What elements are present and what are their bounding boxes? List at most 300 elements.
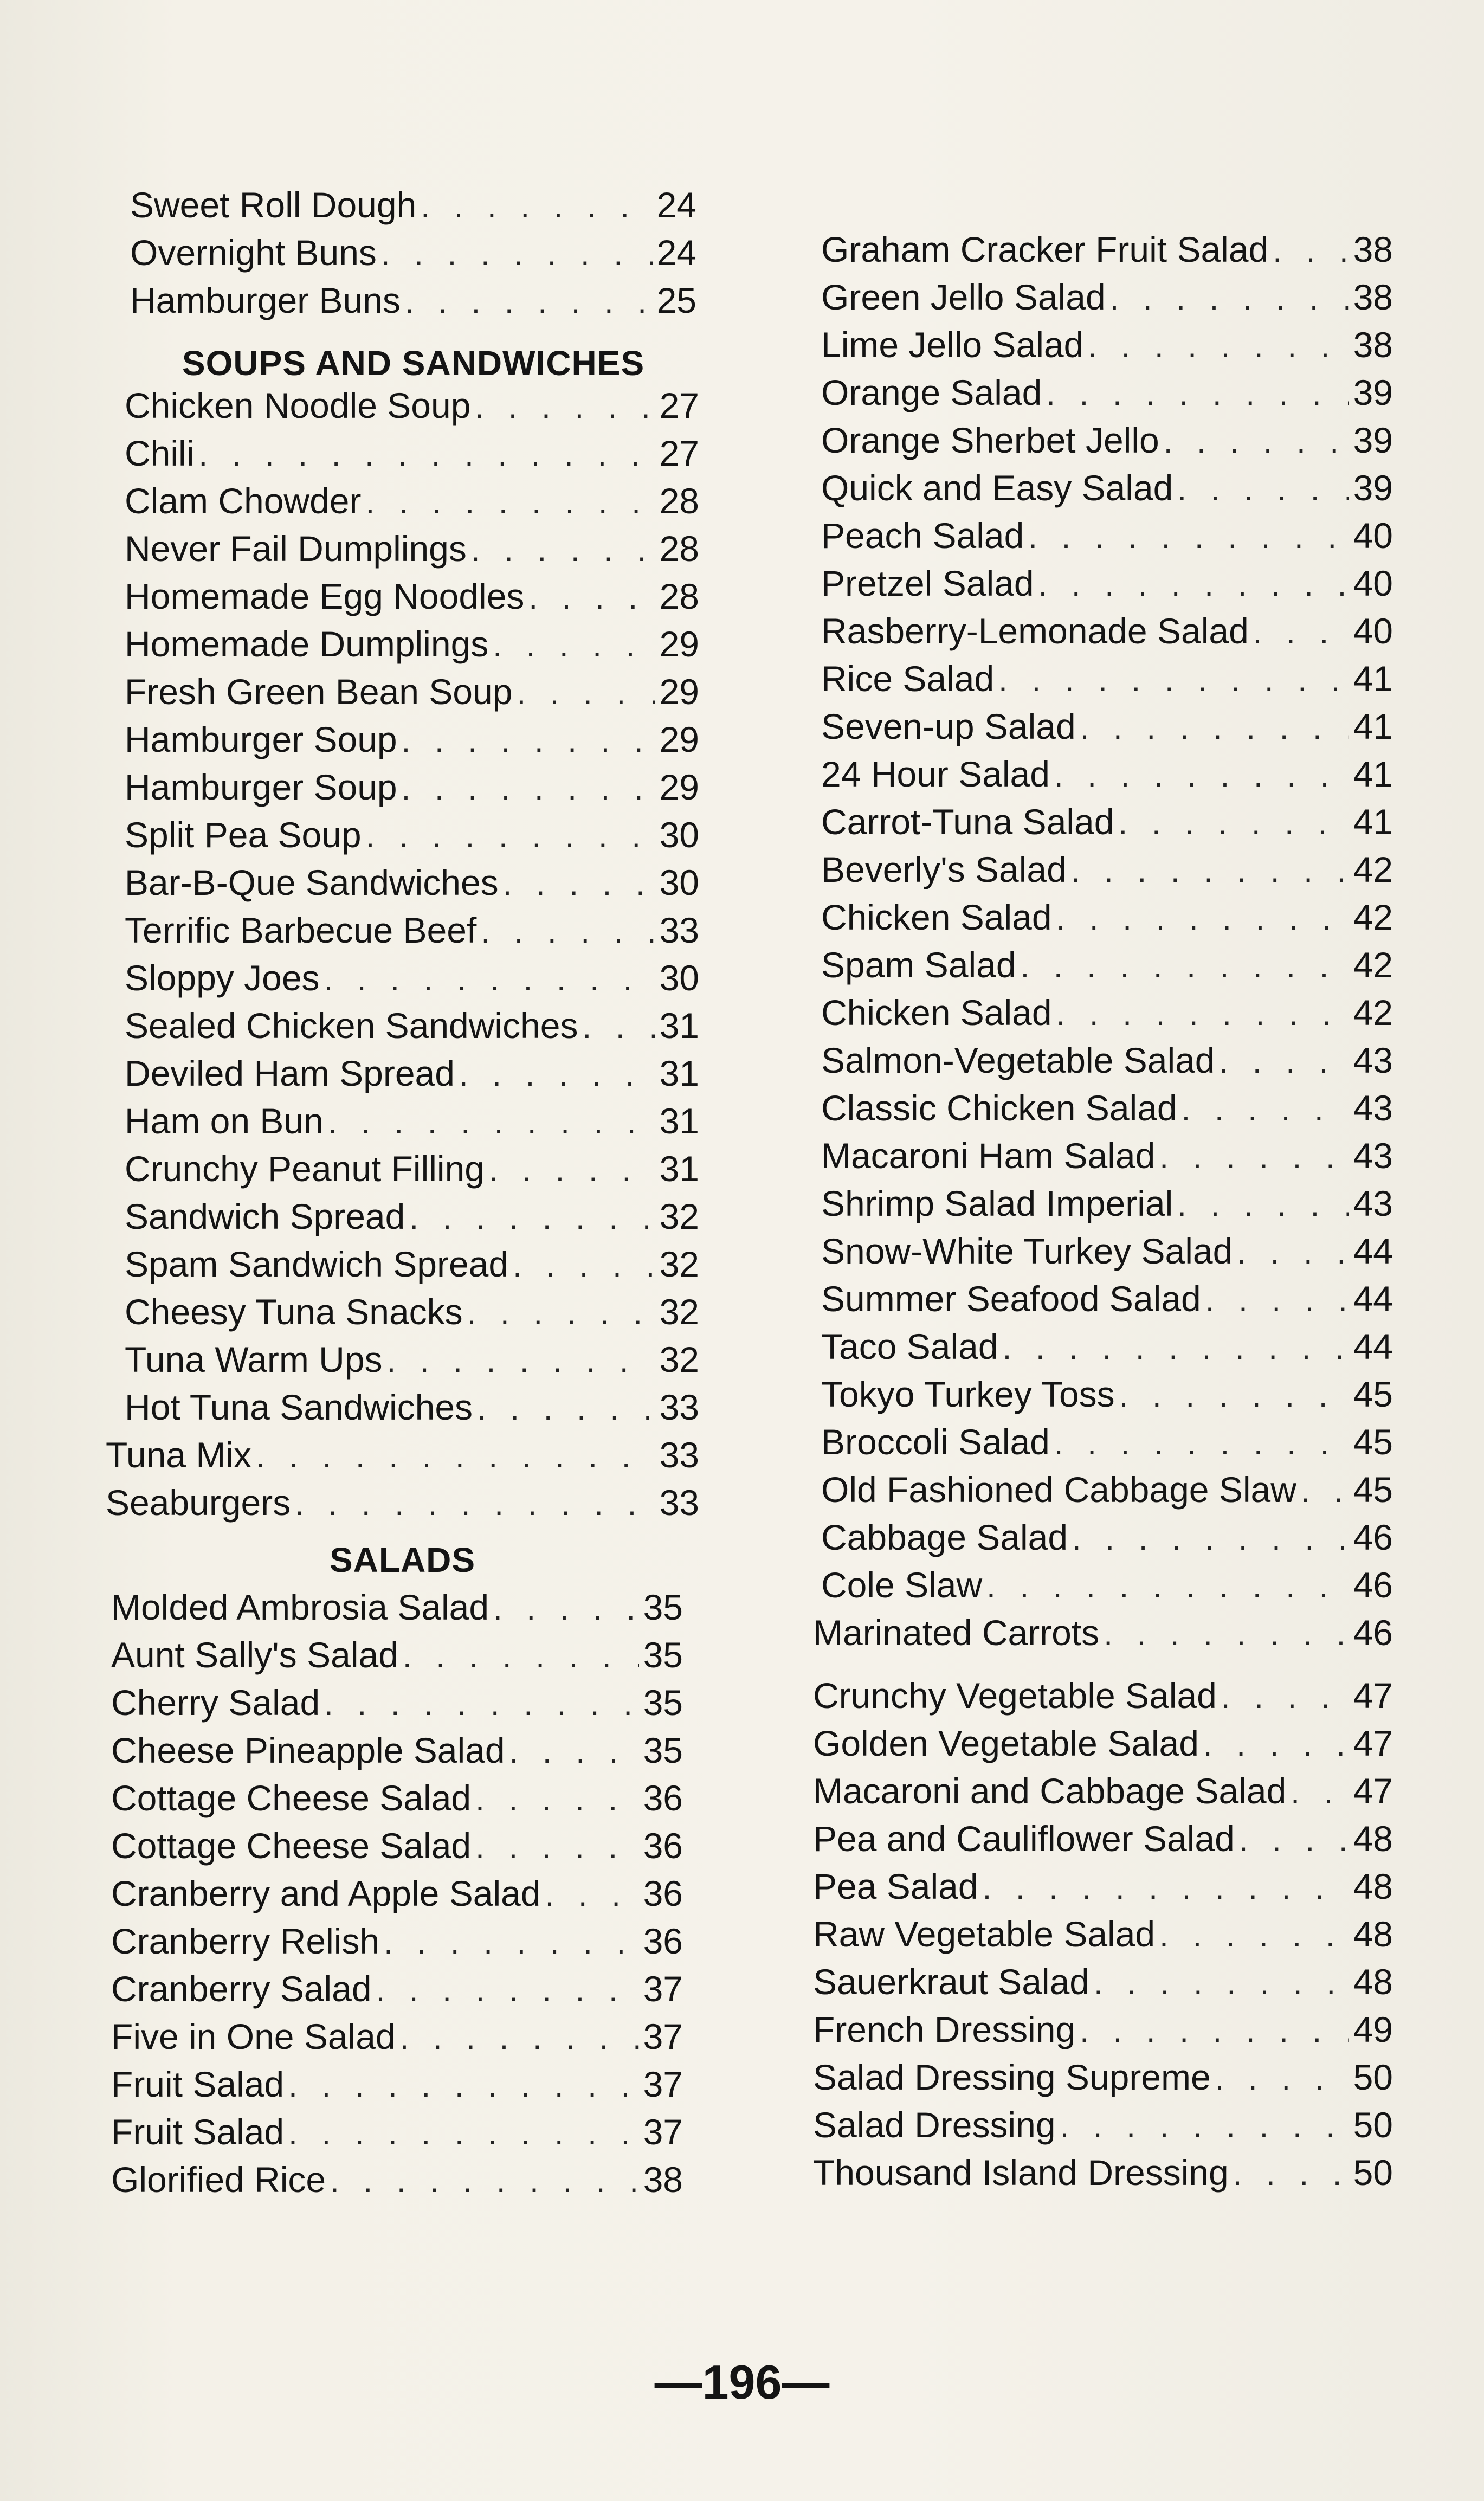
dot-leader	[1273, 229, 1348, 273]
entry-title: Green Jello Salad	[821, 277, 1106, 317]
index-entry	[125, 908, 699, 952]
entry-page-number: 35	[643, 1683, 683, 1723]
dot-leader	[1221, 1675, 1349, 1719]
entry-page-number: 39	[1353, 420, 1393, 460]
entry-page-number: 47	[1353, 1723, 1393, 1763]
entry-title: Thousand Island Dressing	[813, 2152, 1229, 2193]
entry-page-number: 39	[1353, 372, 1393, 412]
entry-title: 24 Hour Salad	[821, 754, 1050, 794]
index-entry	[130, 183, 696, 227]
entry-title: Hot Tuna Sandwiches	[125, 1387, 473, 1427]
dot-leader	[1080, 706, 1349, 750]
entry-page-number: 48	[1353, 1914, 1393, 1954]
entry-title: Deviled Ham Spread	[125, 1053, 455, 1093]
dot-leader	[403, 1635, 639, 1678]
entry-page-number: 48	[1353, 1819, 1393, 1859]
entry-page-number: 50	[1353, 2057, 1393, 2097]
dot-leader	[402, 719, 655, 763]
dot-leader	[402, 767, 655, 810]
entry-title: Homemade Egg Noodles	[125, 576, 525, 616]
index-entry	[111, 1967, 683, 2010]
index-entry	[125, 670, 699, 713]
entry-title: Fruit Salad	[111, 2112, 285, 2152]
index-entry	[821, 514, 1393, 557]
dot-leader	[1182, 1088, 1349, 1131]
dot-leader	[513, 1244, 655, 1287]
dot-leader	[489, 1149, 655, 1192]
entry-title: Macaroni and Cabbage Salad	[813, 1771, 1287, 1811]
entry-title: Five in One Salad	[111, 2016, 396, 2057]
index-entry	[125, 622, 699, 666]
index-entry	[125, 1004, 699, 1047]
index-entry	[130, 279, 696, 322]
entry-page-number: 46	[1353, 1565, 1393, 1605]
entry-title: Chicken Noodle Soup	[125, 385, 471, 426]
entry-page-number: 40	[1353, 563, 1393, 603]
entry-title: Tokyo Turkey Toss	[821, 1374, 1115, 1414]
index-entry	[125, 1242, 699, 1286]
entry-page-number: 50	[1353, 2152, 1393, 2193]
dot-leader	[295, 1482, 655, 1526]
index-entry	[821, 1134, 1393, 1177]
entry-title: Homemade Dumplings	[125, 624, 489, 664]
index-entry	[111, 1585, 683, 1629]
entry-page-number: 42	[1353, 945, 1393, 985]
entry-page-number: 33	[659, 1482, 699, 1523]
entry-title: Salad Dressing	[813, 2105, 1056, 2145]
dot-leader	[1203, 1723, 1349, 1767]
entry-page-number: 35	[643, 1587, 683, 1627]
dot-leader	[288, 2064, 638, 2107]
entry-page-number: 46	[1353, 1613, 1393, 1653]
entry-title: Cottage Cheese Salad	[111, 1778, 472, 1818]
dot-leader	[381, 233, 653, 276]
index-entry	[125, 384, 699, 427]
entry-page-number: 30	[659, 862, 699, 903]
entry-title: Macaroni Ham Salad	[821, 1136, 1156, 1176]
index-entry	[106, 1433, 699, 1477]
entry-title: Taco Salad	[821, 1326, 998, 1366]
index-entry	[125, 813, 699, 856]
dot-leader	[1164, 420, 1349, 463]
dot-leader	[376, 1969, 639, 2012]
entry-title: Beverly's Salad	[821, 849, 1067, 889]
entry-title: Raw Vegetable Salad	[813, 1914, 1156, 1954]
index-entry	[125, 1385, 699, 1429]
entry-page-number: 33	[659, 1435, 699, 1475]
entry-title: Tuna Mix	[106, 1435, 251, 1475]
dot-leader	[1104, 1613, 1348, 1656]
index-entry	[111, 1919, 683, 1963]
entry-title: Glorified Rice	[111, 2160, 326, 2200]
entry-page-number: 31	[659, 1101, 699, 1141]
dot-leader	[477, 1387, 655, 1430]
index-entry	[821, 228, 1393, 271]
entry-page-number: 24	[656, 185, 696, 225]
dot-leader	[475, 1826, 638, 1869]
entry-title: Hamburger Soup	[125, 719, 397, 759]
entry-page-number: 24	[656, 233, 696, 273]
entry-page-number: 44	[1353, 1279, 1393, 1319]
index-entry	[813, 1611, 1393, 1654]
index-entry	[125, 1099, 699, 1143]
index-entry	[821, 562, 1393, 605]
entry-page-number: 32	[659, 1196, 699, 1236]
index-entry	[821, 1563, 1393, 1607]
entry-title: Cheese Pineapple Salad	[111, 1730, 505, 1770]
index-entry	[821, 1325, 1393, 1368]
index-entry	[125, 1195, 699, 1238]
entry-page-number: 37	[643, 1969, 683, 2009]
section-heading-salads: SALADS	[329, 1540, 476, 1580]
dot-leader	[509, 1730, 639, 1774]
entry-title: Sealed Chicken Sandwiches	[125, 1005, 578, 1046]
index-entry	[813, 2103, 1393, 2147]
entry-title: Cherry Salad	[111, 1683, 320, 1723]
index-entry	[111, 1633, 683, 1677]
index-entry	[125, 431, 699, 475]
index-entry	[130, 231, 696, 274]
entry-page-number: 38	[1353, 277, 1393, 317]
entry-page-number: 46	[1353, 1517, 1393, 1557]
entry-title: Crunchy Peanut Filling	[125, 1149, 485, 1189]
index-entry	[111, 2110, 683, 2154]
index-entry	[111, 2015, 683, 2058]
entry-title: Peach Salad	[821, 515, 1024, 556]
index-entry	[821, 323, 1393, 366]
entry-page-number: 33	[659, 1387, 699, 1427]
index-entry	[821, 752, 1393, 796]
dot-leader	[365, 481, 655, 524]
entry-title: Cranberry and Apple Salad	[111, 1873, 541, 1913]
entry-title: Salad Dressing Supreme	[813, 2057, 1211, 2097]
dot-leader	[330, 2160, 638, 2203]
dot-leader	[1301, 1469, 1349, 1513]
entry-title: Pea Salad	[813, 1866, 978, 1906]
entry-title: Fruit Salad	[111, 2064, 285, 2104]
dot-leader	[1056, 992, 1349, 1036]
entry-page-number: 40	[1353, 611, 1393, 651]
dot-leader	[528, 576, 655, 620]
entry-title: Broccoli Salad	[821, 1422, 1050, 1462]
index-entry	[821, 609, 1393, 653]
entry-page-number: 37	[643, 2016, 683, 2057]
entry-page-number: 48	[1353, 1866, 1393, 1906]
index-entry	[821, 800, 1393, 843]
entry-title: Rice Salad	[821, 659, 995, 699]
entry-title: Snow-White Turkey Salad	[821, 1231, 1233, 1271]
index-entry	[111, 2062, 683, 2106]
dot-leader	[324, 958, 655, 1001]
entry-title: Cabbage Salad	[821, 1517, 1068, 1557]
dot-leader	[409, 1196, 655, 1240]
index-entry	[111, 1776, 683, 1820]
index-entry	[821, 895, 1393, 939]
index-entry	[821, 1420, 1393, 1464]
entry-page-number: 49	[1353, 2009, 1393, 2049]
entry-page-number: 27	[659, 433, 699, 473]
entry-title: Crunchy Vegetable Salad	[813, 1675, 1217, 1716]
index-entry	[813, 1960, 1393, 2003]
entry-title: Clam Chowder	[125, 481, 362, 521]
index-entry	[125, 479, 699, 523]
dot-leader	[583, 1005, 655, 1049]
entry-title: Graham Cracker Fruit Salad	[821, 229, 1269, 269]
dot-leader	[517, 672, 655, 715]
entry-page-number: 32	[659, 1292, 699, 1332]
entry-title: Golden Vegetable Salad	[813, 1723, 1199, 1763]
index-entry	[125, 718, 699, 761]
entry-page-number: 39	[1353, 468, 1393, 508]
entry-title: Cranberry Relish	[111, 1921, 380, 1961]
index-entry	[821, 1229, 1393, 1273]
entry-page-number: 44	[1353, 1326, 1393, 1366]
dot-leader	[1177, 1183, 1348, 1227]
entry-page-number: 43	[1353, 1136, 1393, 1176]
entry-title: Orange Salad	[821, 372, 1042, 412]
dot-leader	[481, 910, 655, 953]
entry-page-number: 41	[1353, 754, 1393, 794]
index-entry	[821, 371, 1393, 414]
index-entry	[125, 575, 699, 618]
index-entry	[821, 1277, 1393, 1320]
entry-title: Aunt Sally's Salad	[111, 1635, 398, 1675]
entry-page-number: 37	[643, 2064, 683, 2104]
entry-page-number: 41	[1353, 706, 1393, 746]
index-entry	[821, 1372, 1393, 1416]
dot-leader	[1038, 563, 1349, 607]
entry-title: Marinated Carrots	[813, 1613, 1100, 1653]
dot-leader	[493, 1587, 639, 1630]
dot-leader	[1028, 515, 1348, 559]
entry-page-number: 43	[1353, 1088, 1393, 1128]
entry-page-number: 40	[1353, 515, 1393, 556]
entry-title: Carrot-Tuna Salad	[821, 802, 1114, 842]
entry-title: Quick and Easy Salad	[821, 468, 1173, 508]
entry-title: Split Pea Soup	[125, 815, 362, 855]
entry-title: Salmon-Vegetable Salad	[821, 1040, 1215, 1080]
index-entry	[111, 1729, 683, 1772]
entry-title: Pea and Cauliflower Salad	[813, 1819, 1235, 1859]
dot-leader	[471, 528, 655, 572]
entry-title: Cole Slaw	[821, 1565, 983, 1605]
entry-title: Sweet Roll Dough	[130, 185, 417, 225]
entry-page-number: 30	[659, 815, 699, 855]
index-entry	[821, 1039, 1393, 1082]
index-entry	[106, 1481, 699, 1524]
index-entry	[821, 1182, 1393, 1225]
index-entry	[125, 861, 699, 904]
entry-title: Cottage Cheese Salad	[111, 1826, 472, 1866]
entry-title: Shrimp Salad Imperial	[821, 1183, 1173, 1223]
index-entry	[125, 1147, 699, 1190]
dot-leader	[1215, 2057, 1349, 2100]
entry-title: Chili	[125, 433, 195, 473]
entry-page-number: 38	[643, 2160, 683, 2200]
entry-page-number: 29	[659, 672, 699, 712]
entry-page-number: 32	[659, 1339, 699, 1380]
dot-leader	[459, 1053, 655, 1097]
entry-title: Never Fail Dumplings	[125, 528, 467, 569]
section-heading-soups: SOUPS AND SANDWICHES	[182, 344, 645, 383]
dot-leader	[1046, 372, 1348, 416]
index-entry	[821, 1086, 1393, 1130]
dot-leader	[1177, 468, 1348, 511]
index-entry	[111, 2158, 683, 2201]
dot-leader	[1080, 2009, 1348, 2053]
entry-page-number: 38	[1353, 229, 1393, 269]
entry-page-number: 30	[659, 958, 699, 998]
dot-leader	[467, 1292, 655, 1335]
entry-page-number: 27	[659, 385, 699, 426]
entry-page-number: 28	[659, 576, 699, 616]
dot-leader	[1021, 945, 1349, 988]
dot-leader	[1253, 611, 1349, 654]
dot-leader	[1220, 1040, 1349, 1084]
dot-leader	[405, 280, 653, 324]
dot-leader	[1118, 802, 1348, 845]
dot-leader	[998, 659, 1348, 702]
entry-page-number: 42	[1353, 992, 1393, 1033]
dot-leader	[1071, 849, 1349, 893]
dot-leader	[493, 624, 655, 667]
entry-title: Pretzel Salad	[821, 563, 1034, 603]
index-entry	[813, 1722, 1393, 1765]
entry-page-number: 31	[659, 1005, 699, 1046]
dot-leader	[384, 1921, 638, 1964]
index-entry	[821, 418, 1393, 462]
dot-leader	[1094, 1962, 1349, 2005]
dot-leader	[1054, 1422, 1349, 1465]
entry-page-number: 36	[643, 1873, 683, 1913]
dot-leader	[1159, 1914, 1348, 1957]
dot-leader	[324, 1683, 638, 1726]
dot-leader	[288, 2112, 638, 2155]
entry-page-number: 45	[1353, 1422, 1393, 1462]
index-entry	[821, 991, 1393, 1034]
entry-page-number: 29	[659, 719, 699, 759]
entry-title: Overnight Buns	[130, 233, 377, 273]
entry-page-number: 43	[1353, 1040, 1393, 1080]
entry-title: Tuna Warm Ups	[125, 1339, 383, 1380]
dot-leader	[1056, 897, 1349, 940]
entry-page-number: 35	[643, 1730, 683, 1770]
dot-leader	[1060, 2105, 1349, 2148]
index-entry	[111, 1681, 683, 1724]
dot-leader	[1239, 1819, 1349, 1862]
entry-page-number: 37	[643, 2112, 683, 2152]
dot-leader	[986, 1565, 1348, 1608]
entry-page-number: 42	[1353, 897, 1393, 937]
entry-title: Fresh Green Bean Soup	[125, 672, 513, 712]
entry-title: Spam Salad	[821, 945, 1016, 985]
dot-leader	[366, 815, 655, 858]
dot-leader	[1119, 1374, 1349, 1417]
index-entry	[813, 2008, 1393, 2051]
entry-title: Lime Jello Salad	[821, 325, 1084, 365]
index-entry	[821, 705, 1393, 748]
entry-title: Terrific Barbecue Beef	[125, 910, 477, 950]
entry-page-number: 31	[659, 1149, 699, 1189]
entry-page-number: 28	[659, 481, 699, 521]
entry-title: Sandwich Spread	[125, 1196, 405, 1236]
entry-title: Orange Sherbet Jello	[821, 420, 1159, 460]
dot-leader	[983, 1866, 1349, 1910]
entry-title: Hamburger Buns	[130, 280, 401, 320]
entry-title: Summer Seafood Salad	[821, 1279, 1201, 1319]
entry-page-number: 47	[1353, 1675, 1393, 1716]
dot-leader	[1110, 277, 1349, 320]
entry-title: Seven-up Salad	[821, 706, 1076, 746]
entry-title: Ham on Bun	[125, 1101, 324, 1141]
page-number: —196—	[654, 2355, 830, 2409]
dot-leader	[475, 385, 655, 429]
entry-page-number: 28	[659, 528, 699, 569]
entry-title: Cranberry Salad	[111, 1969, 372, 2009]
index-entry	[125, 1338, 699, 1381]
entry-page-number: 41	[1353, 659, 1393, 699]
entry-title: Chicken Salad	[821, 992, 1052, 1033]
entry-title: Old Fashioned Cabbage Slaw	[821, 1469, 1296, 1510]
entry-title: Bar-B-Que Sandwiches	[125, 862, 499, 903]
entry-title: Spam Sandwich Spread	[125, 1244, 509, 1284]
index-entry	[813, 1674, 1393, 1717]
entry-page-number: 31	[659, 1053, 699, 1093]
index-entry	[125, 765, 699, 809]
entry-page-number: 38	[1353, 325, 1393, 365]
entry-page-number: 44	[1353, 1231, 1393, 1271]
entry-page-number: 45	[1353, 1374, 1393, 1414]
dot-leader	[1159, 1136, 1348, 1179]
entry-page-number: 48	[1353, 1962, 1393, 2002]
index-entry	[111, 1824, 683, 1867]
entry-title: Chicken Salad	[821, 897, 1052, 937]
dot-leader	[421, 185, 652, 228]
index-entry	[813, 1817, 1393, 1860]
entry-title: Sloppy Joes	[125, 958, 320, 998]
index-entry	[821, 466, 1393, 510]
dot-leader	[1003, 1326, 1349, 1370]
entry-page-number: 25	[656, 280, 696, 320]
index-entry	[813, 2151, 1393, 2194]
index-entry	[813, 1865, 1393, 1908]
dot-leader	[1233, 2152, 1349, 2196]
entry-page-number: 47	[1353, 1771, 1393, 1811]
dot-leader	[545, 1873, 639, 1917]
dot-leader	[387, 1339, 655, 1383]
dot-leader	[1088, 325, 1348, 368]
entry-title: Cheesy Tuna Snacks	[125, 1292, 463, 1332]
index-entry	[125, 1290, 699, 1333]
entry-page-number: 41	[1353, 802, 1393, 842]
entry-page-number: 50	[1353, 2105, 1393, 2145]
entry-page-number: 35	[643, 1635, 683, 1675]
entry-title: French Dressing	[813, 2009, 1076, 2049]
dot-leader	[1054, 754, 1349, 797]
dot-leader	[475, 1778, 638, 1821]
index-entry	[821, 657, 1393, 700]
index-entry	[125, 527, 699, 570]
dot-leader	[256, 1435, 655, 1478]
entry-page-number: 32	[659, 1244, 699, 1284]
entry-title: Molded Ambrosia Salad	[111, 1587, 489, 1627]
entry-page-number: 33	[659, 910, 699, 950]
index-entry	[125, 1052, 699, 1095]
dot-leader	[1291, 1771, 1348, 1814]
entry-page-number: 42	[1353, 849, 1393, 889]
entry-page-number: 36	[643, 1778, 683, 1818]
index-entry	[813, 1769, 1393, 1813]
